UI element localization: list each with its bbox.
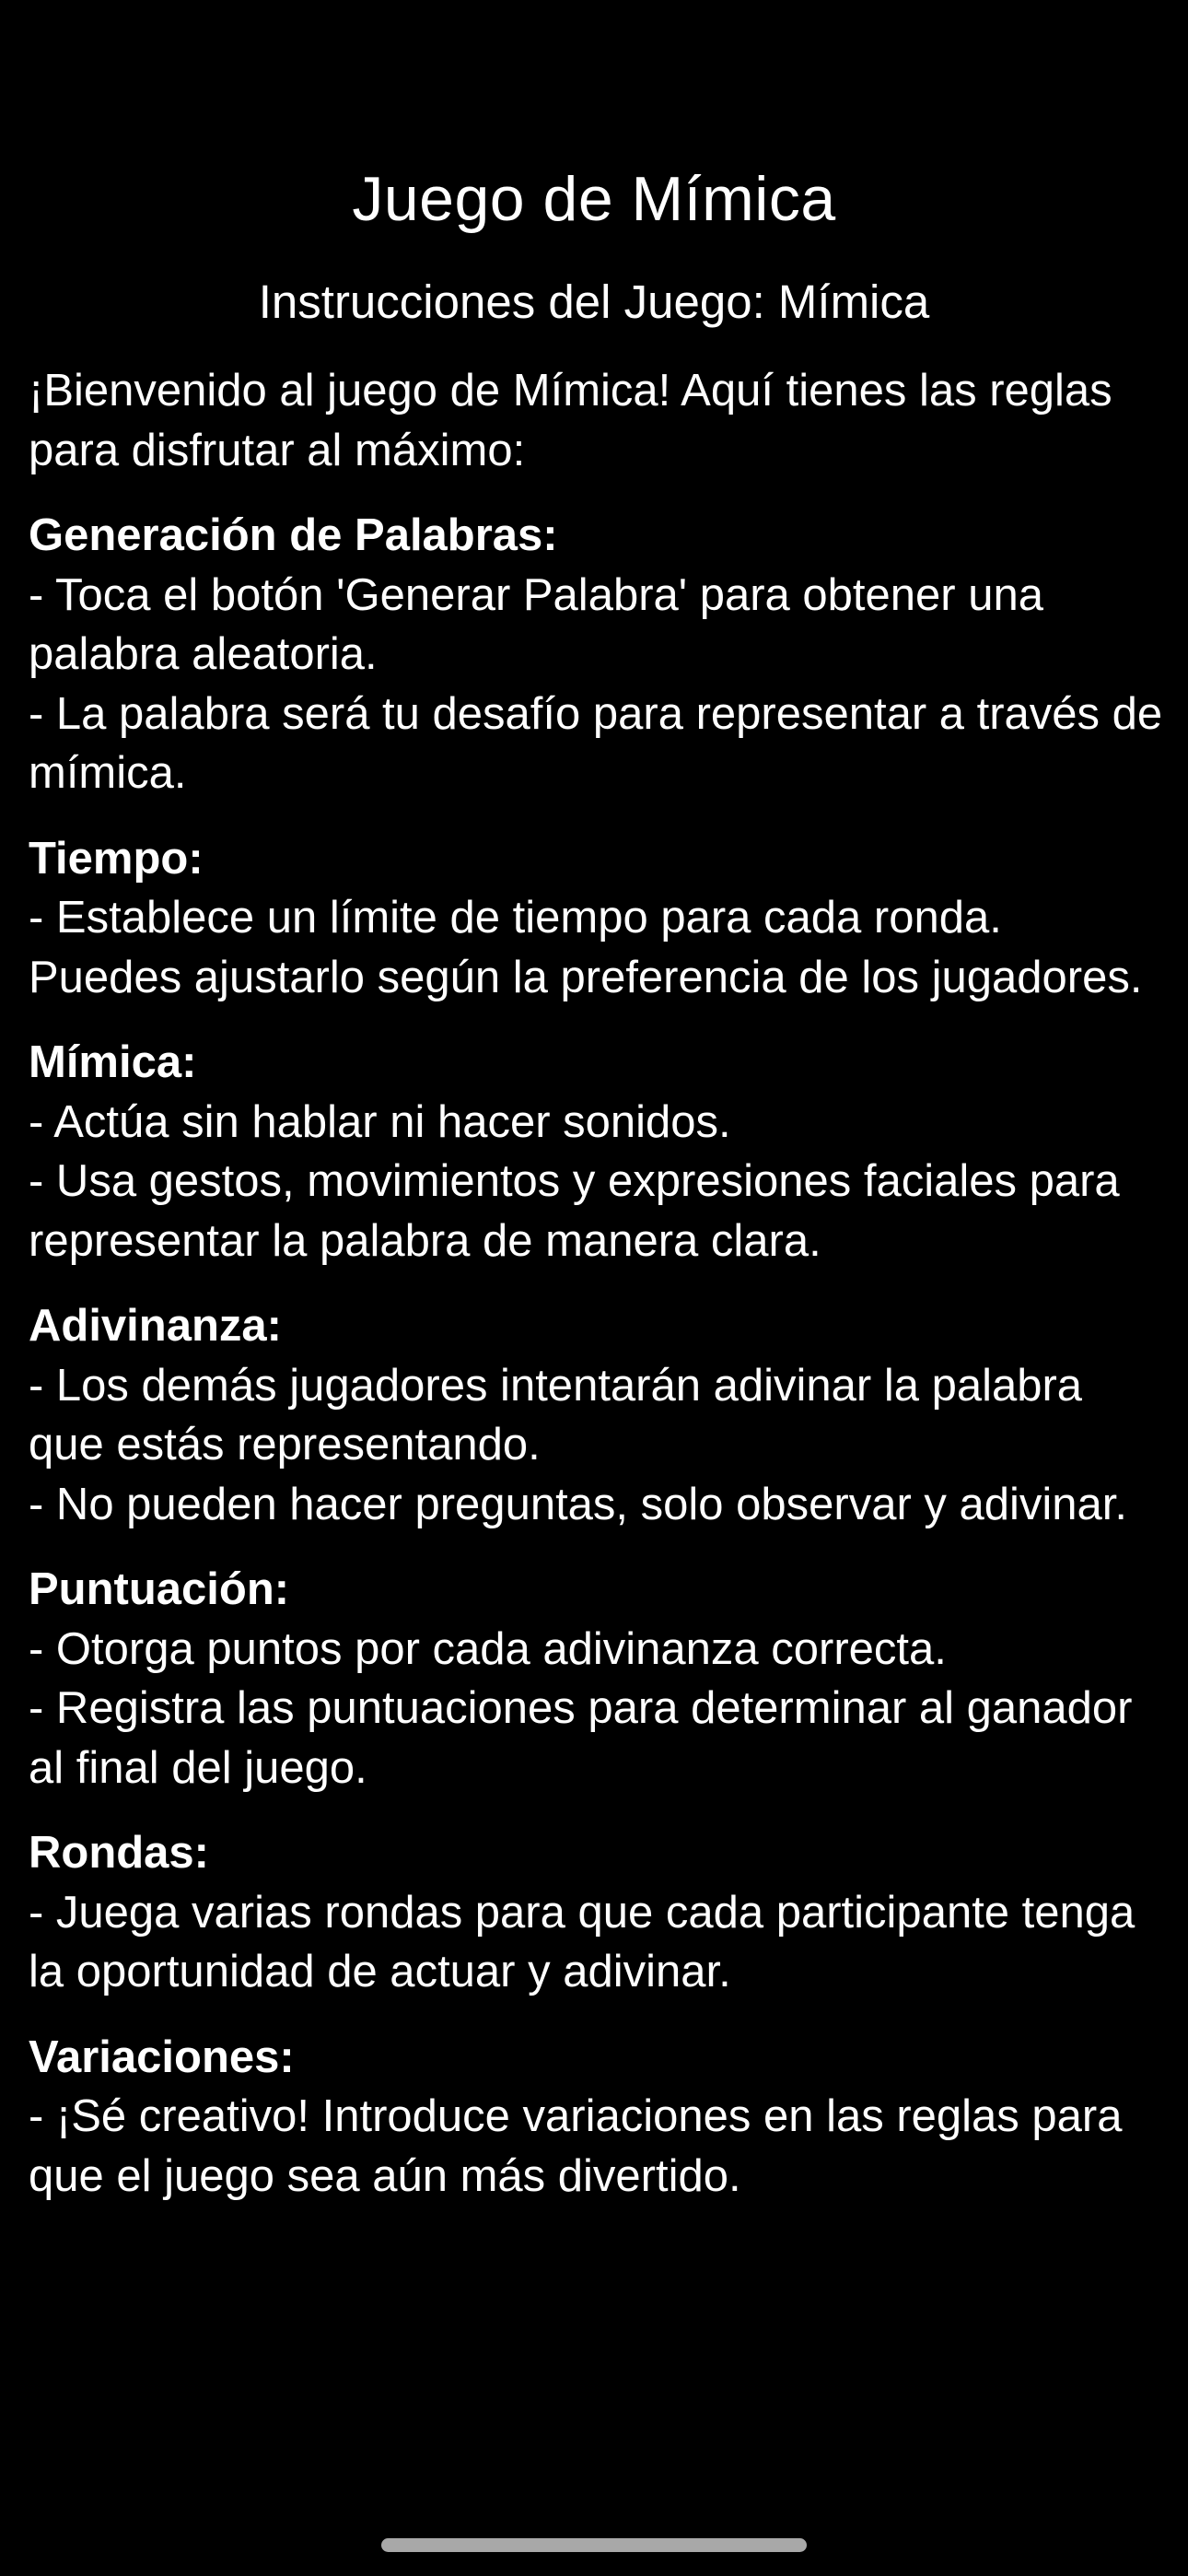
home-indicator[interactable] [381,2538,807,2552]
section-line: - Juega varias rondas para que cada participante tenga la oportunidad de actuar y adivinar. [29,1887,1136,1996]
section-heading: Tiempo: [29,833,204,884]
section-line: - La palabra será tu desafío para representar a través de mímica. [29,688,1163,798]
section-line: - Toca el botón 'Generar Palabra' para obtener una palabra aleatoria. [29,569,1043,679]
section-generacion [29,506,1163,803]
section-rondas [29,1823,1163,2002]
section-heading: Adivinanza: [29,1301,282,1351]
section-heading: Mímica: [29,1037,197,1087]
section-adivinanza [29,1296,1163,1534]
section-tiempo [29,829,1163,1008]
section-mimica [29,1033,1163,1270]
section-line: - Otorga puntos por cada adivinanza correcta. [29,1623,947,1674]
section-puntuacion [29,1560,1163,1797]
section-line: - Los demás jugadores intentarán adivinar la palabra que estás representando. [29,1360,1083,1469]
section-heading: Generación de Palabras: [29,510,558,560]
section-line: - Registra las puntuaciones para determinar al ganador al final del juego. [29,1683,1133,1793]
page-title: Juego de Mímica [352,164,836,234]
section-variaciones [29,2028,1163,2207]
section-heading: Variaciones: [29,2032,295,2082]
page-subtitle: Instrucciones del Juego: Mímica [258,275,930,328]
section-heading: Puntuación: [29,1564,290,1614]
section-heading: Rondas: [29,1828,209,1878]
section-line: - No pueden hacer preguntas, solo observar y adivinar. [29,1479,1128,1529]
intro-text: ¡Bienvenido al juego de Mímica! Aquí tienes las reglas para disfrutar al máximo: [29,366,1112,475]
section-line: - Usa gestos, movimientos y expresiones faciales para representar la palabra de manera clara. [29,1156,1120,1266]
instructions-content[interactable] [29,361,1163,2231]
section-line: - Actúa sin hablar ni hacer sonidos. [29,1096,731,1147]
section-line: - ¡Sé creativo! Introduce variaciones en las reglas para que el juego sea aún más divertido. [29,2091,1123,2201]
section-line: - Establece un límite de tiempo para cada ronda. Puedes ajustarlo según la preferencia de los jugadores. [29,893,1143,1002]
